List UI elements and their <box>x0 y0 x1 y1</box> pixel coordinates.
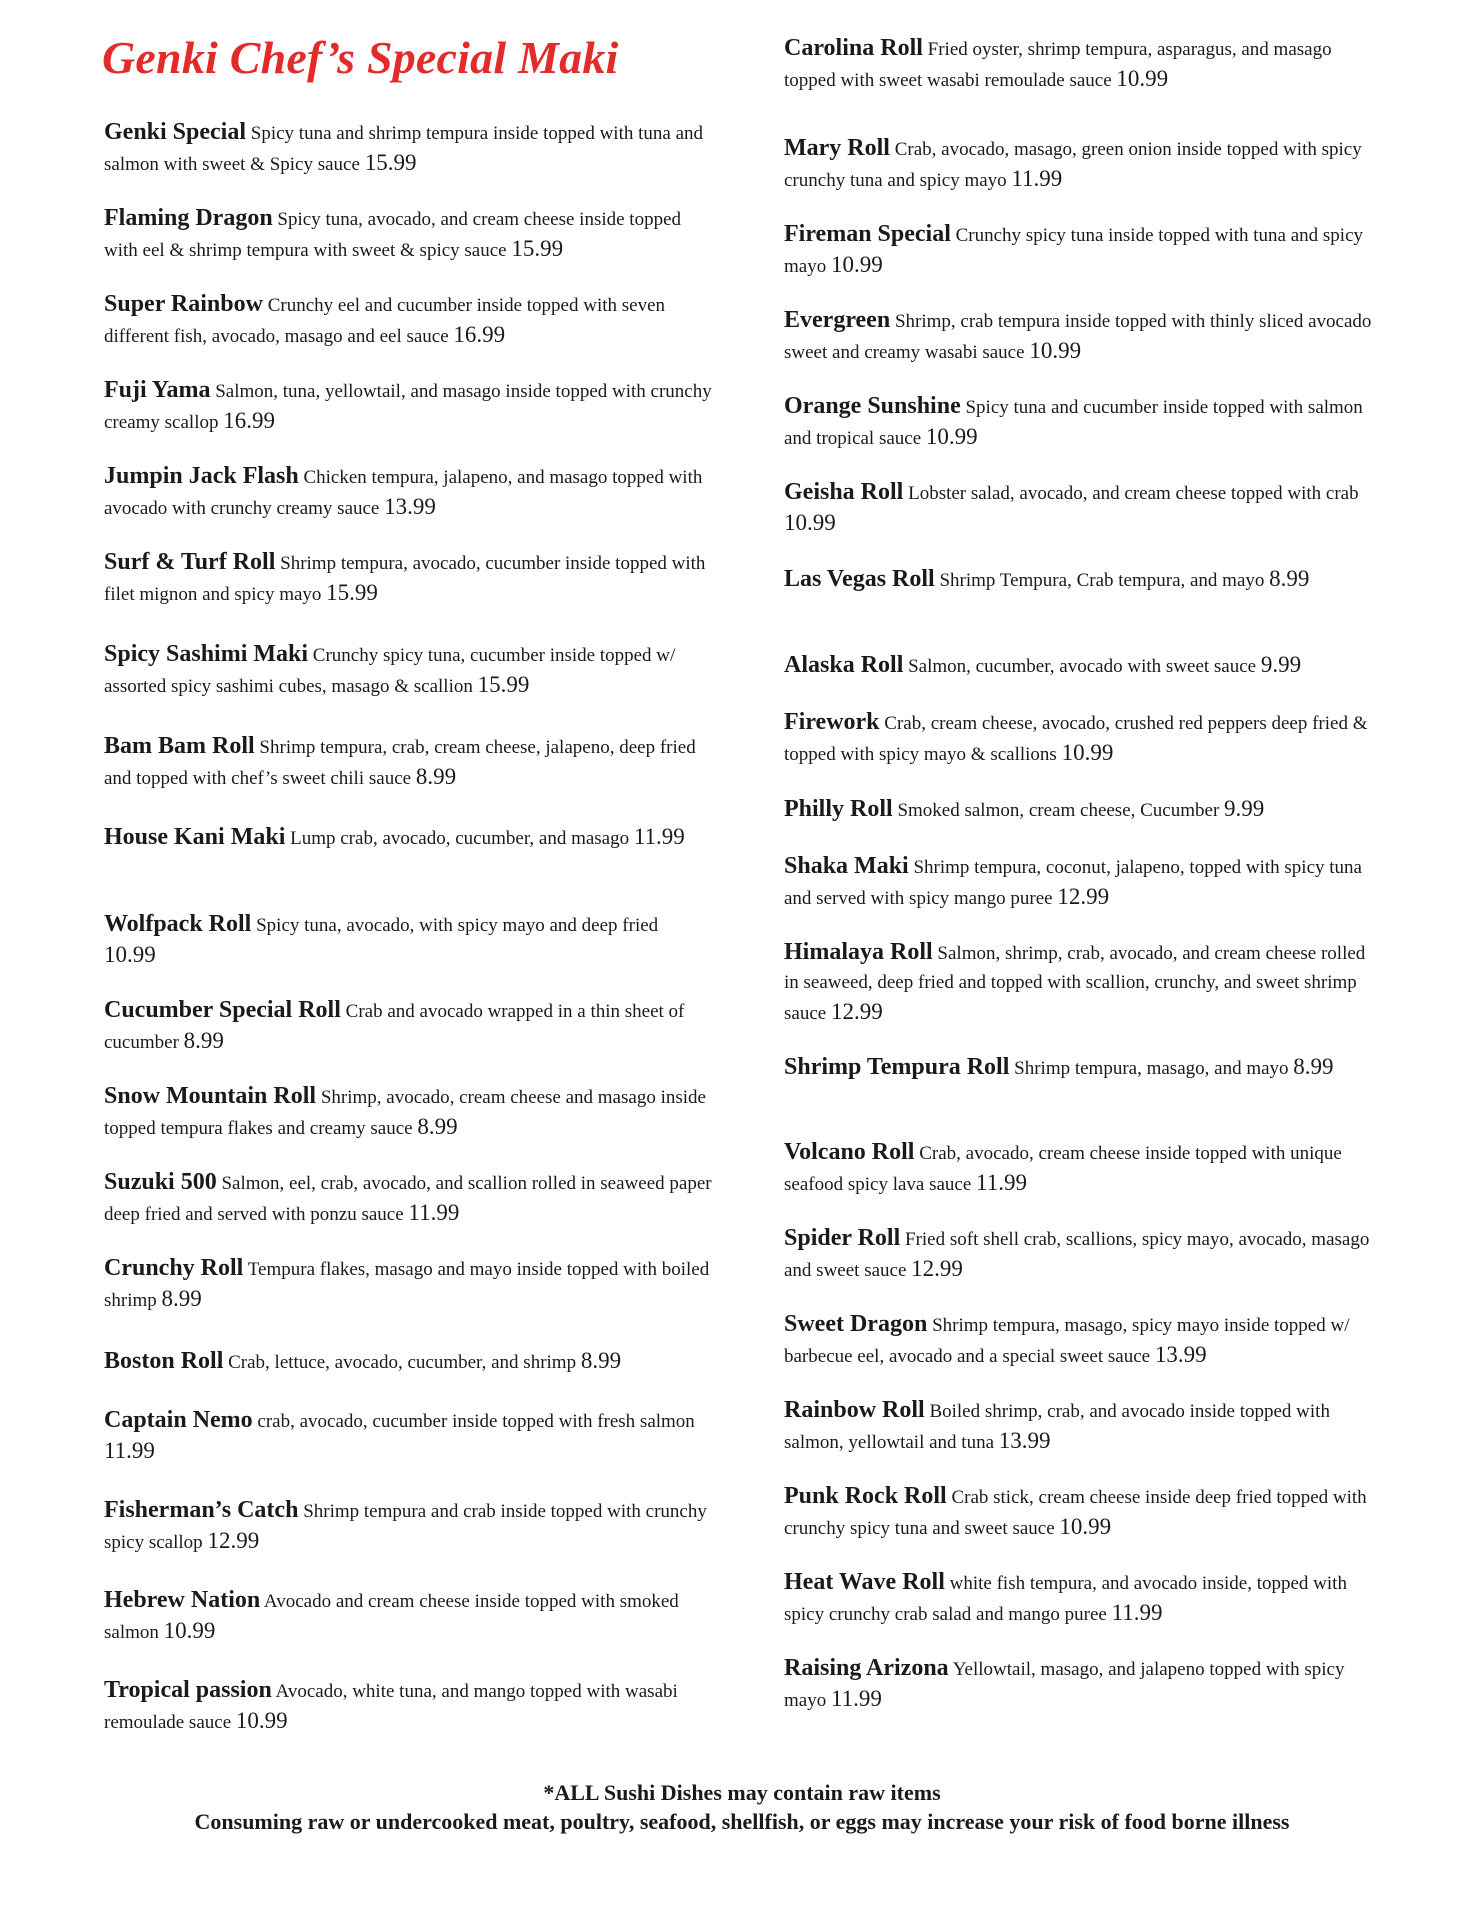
item-description: Shrimp tempura, coconut, jalapeno, topped with spicy tuna and served with spicy mango puree <box>784 857 1362 909</box>
item-name: Super Rainbow <box>104 291 263 317</box>
menu-item <box>104 118 714 179</box>
item-name: Himalaya Roll <box>784 939 933 965</box>
item-description: Tempura flakes, masago and mayo inside topped with boiled shrimp <box>104 1259 710 1311</box>
item-price: 10.99 <box>104 942 156 967</box>
item-description: Salmon, tuna, yellowtail, and masago inside topped with crunchy creamy scallop <box>104 381 712 433</box>
item-description: Avocado and cream cheese inside topped with smoked salmon <box>104 1591 679 1643</box>
menu-item <box>104 1406 714 1467</box>
item-price: 8.99 <box>183 1028 224 1053</box>
menu-item <box>104 462 714 523</box>
item-price: 8.99 <box>161 1286 202 1311</box>
item-price: 8.99 <box>580 1348 622 1373</box>
item-name: Bam Bam Roll <box>104 733 255 759</box>
item-price: 16.99 <box>453 322 506 347</box>
item-price: 12.99 <box>830 999 883 1024</box>
item-price: 10.99 <box>784 510 836 535</box>
menu-item <box>104 640 714 701</box>
item-price: 13.99 <box>998 1428 1051 1453</box>
menu-item <box>104 822 714 853</box>
menu-item <box>104 204 714 265</box>
menu-item <box>784 134 1384 195</box>
menu-item <box>784 1568 1384 1629</box>
item-price: 15.99 <box>477 672 530 697</box>
item-price: 11.99 <box>1011 166 1063 191</box>
menu-item <box>104 290 714 351</box>
item-price: 10.99 <box>1061 740 1114 765</box>
item-name: Jumpin Jack Flash <box>104 463 299 489</box>
item-name: Shrimp Tempura Roll <box>784 1054 1010 1080</box>
menu-item <box>104 1082 714 1143</box>
item-name: Evergreen <box>784 307 891 333</box>
menu-item <box>104 1346 714 1377</box>
item-name: Tropical passion <box>104 1677 272 1703</box>
menu-item <box>784 220 1384 281</box>
item-name: Snow Mountain Roll <box>104 1083 317 1109</box>
item-name: Orange Sunshine <box>784 393 961 419</box>
item-description: Shrimp, avocado, cream cheese and masago inside topped tempura flakes and creamy sauce <box>104 1087 706 1139</box>
menu-item <box>784 708 1384 769</box>
menu-item <box>784 34 1384 95</box>
menu-item <box>104 910 714 971</box>
item-description: Shrimp tempura and crab inside topped with crunchy spicy scallop <box>104 1501 707 1553</box>
item-price: 8.99 <box>415 764 457 789</box>
item-price: 11.99 <box>104 1438 155 1463</box>
menu-item <box>784 852 1384 913</box>
item-description: Crab and avocado wrapped in a thin sheet of cucumber <box>104 1001 685 1053</box>
menu-item <box>784 938 1384 1028</box>
item-description: Lobster salad, avocado, and cream cheese topped with crab <box>908 483 1359 504</box>
item-description: Shrimp tempura, masago, spicy mayo inside topped w/ barbecue eel, avocado and a special sweet sauce <box>784 1315 1350 1367</box>
menu-item <box>104 1168 714 1229</box>
item-name: Punk Rock Roll <box>784 1483 947 1509</box>
menu-item <box>104 732 714 793</box>
item-price: 10.99 <box>1059 1514 1112 1539</box>
item-description: Chicken tempura, jalapeno, and masago topped with avocado with crunchy creamy sauce <box>104 467 703 519</box>
item-description: crab, avocado, cucumber inside topped with fresh salmon <box>257 1411 695 1432</box>
item-name: Fireman Special <box>784 221 951 247</box>
item-price: 11.99 <box>1111 1600 1163 1625</box>
item-name: Flaming Dragon <box>104 205 273 231</box>
item-price: 11.99 <box>830 1686 882 1711</box>
item-description: Spicy tuna and cucumber inside topped with salmon and tropical sauce <box>784 397 1363 449</box>
menu-item <box>784 1224 1384 1285</box>
menu-title: Genki Chef’s Special Maki <box>102 32 619 83</box>
item-description: Salmon, cucumber, avocado with sweet sauce <box>908 656 1257 677</box>
item-description: Shrimp tempura, avocado, cucumber inside topped with filet mignon and spicy mayo <box>104 553 706 605</box>
disclaimer-line-raw-items: *ALL Sushi Dishes may contain raw items <box>543 1780 941 1805</box>
item-name: Crunchy Roll <box>104 1255 244 1281</box>
item-name: Wolfpack Roll <box>104 911 252 937</box>
menu-item <box>784 1138 1384 1199</box>
item-price: 8.99 <box>1269 566 1310 591</box>
item-name: House Kani Maki <box>104 824 286 850</box>
item-description: Fried oyster, shrimp tempura, asparagus, and masago topped with sweet wasabi remoulade sauce <box>784 39 1332 91</box>
item-name: Shaka Maki <box>784 853 909 879</box>
item-description: Boiled shrimp, crab, and avocado inside topped with salmon, yellowtail and tuna <box>784 1401 1330 1453</box>
menu-item <box>104 376 714 437</box>
item-description: Salmon, eel, crab, avocado, and scallion rolled in seaweed paper deep fried and served with ponzu sauce <box>104 1173 712 1225</box>
item-name: Hebrew Nation <box>104 1587 261 1613</box>
item-description: Crab, cream cheese, avocado, crushed red peppers deep fried & topped with spicy mayo & scallions <box>784 713 1368 765</box>
item-description: Crab, lettuce, avocado, cucumber, and shrimp <box>228 1352 577 1373</box>
item-description: Shrimp tempura, masago, and mayo <box>1014 1058 1289 1079</box>
item-price: 12.99 <box>911 1256 963 1281</box>
item-name: Fuji Yama <box>104 377 211 403</box>
item-name: Firework <box>784 709 880 735</box>
menu-item <box>784 1482 1384 1543</box>
menu-item <box>784 564 1384 595</box>
item-description: Crunchy spicy tuna inside topped with tuna and spicy mayo <box>784 225 1364 277</box>
item-price: 11.99 <box>408 1200 460 1225</box>
item-price: 8.99 <box>1293 1054 1334 1079</box>
item-price: 15.99 <box>326 580 378 605</box>
menu-item <box>104 996 714 1057</box>
item-price: 11.99 <box>976 1170 1027 1195</box>
item-name: Cucumber Special Roll <box>104 997 341 1023</box>
item-description: white fish tempura, and avocado inside, topped with spicy crunchy crab salad and mango puree <box>784 1573 1347 1625</box>
item-name: Spider Roll <box>784 1225 901 1251</box>
menu-item <box>104 1254 714 1315</box>
menu-item <box>784 1396 1384 1457</box>
item-price: 10.99 <box>163 1618 216 1643</box>
item-name: Volcano Roll <box>784 1139 915 1165</box>
item-name: Las Vegas Roll <box>784 566 935 592</box>
menu-item <box>104 1676 714 1737</box>
item-name: Rainbow Roll <box>784 1397 925 1423</box>
item-price: 15.99 <box>364 150 417 175</box>
menu-item <box>784 1052 1384 1083</box>
item-price: 11.99 <box>633 824 685 849</box>
item-price: 13.99 <box>384 494 436 519</box>
item-description: Crab, avocado, masago, green onion inside topped with spicy crunchy tuna and spicy mayo <box>784 139 1362 191</box>
disclaimer-line-food-illness: Consuming raw or undercooked meat, poultry, seafood, shellfish, or eggs may increase your risk of food borne illness <box>194 1809 1290 1834</box>
item-price: 12.99 <box>207 1528 260 1553</box>
item-name: Mary Roll <box>784 135 890 161</box>
item-price: 13.99 <box>1154 1342 1207 1367</box>
item-name: Surf & Turf Roll <box>104 549 276 575</box>
item-description: Shrimp, crab tempura inside topped with thinly sliced avocado sweet and creamy wasabi sauce <box>784 311 1372 363</box>
item-price: 9.99 <box>1224 796 1265 821</box>
item-price: 10.99 <box>1116 66 1169 91</box>
item-description: Crab, avocado, cream cheese inside topped with unique seafood spicy lava sauce <box>784 1143 1342 1195</box>
item-name: Geisha Roll <box>784 479 904 505</box>
item-name: Alaska Roll <box>784 652 904 678</box>
item-name: Boston Roll <box>104 1348 224 1374</box>
item-description: Crunchy eel and cucumber inside topped with seven different fish, avocado, masago and eel sauce <box>104 295 666 347</box>
item-description: Yellowtail, masago, and jalapeno topped with spicy mayo <box>784 1659 1345 1711</box>
item-description: Crab stick, cream cheese inside deep fried topped with crunchy spicy tuna and sweet sauce <box>784 1487 1367 1539</box>
menu-item <box>104 1586 714 1647</box>
item-price: 10.99 <box>1029 338 1082 363</box>
menu-item <box>104 1496 714 1557</box>
menu-item <box>784 306 1384 367</box>
item-name: Genki Special <box>104 119 247 145</box>
item-name: Fisherman’s Catch <box>104 1497 299 1523</box>
menu-item <box>784 650 1384 681</box>
item-name: Raising Arizona <box>784 1655 949 1681</box>
item-name: Heat Wave Roll <box>784 1569 945 1595</box>
item-price: 10.99 <box>830 252 883 277</box>
item-price: 12.99 <box>1057 884 1110 909</box>
item-description: Fried soft shell crab, scallions, spicy mayo, avocado, masago and sweet sauce <box>784 1229 1370 1281</box>
menu-item <box>784 1310 1384 1371</box>
item-name: Spicy Sashimi Maki <box>104 641 309 667</box>
item-price: 10.99 <box>235 1708 288 1733</box>
item-description: Spicy tuna, avocado, and cream cheese inside topped with eel & shrimp tempura with sweet & spicy sauce <box>104 209 682 261</box>
item-name: Carolina Roll <box>784 35 923 61</box>
item-price: 8.99 <box>417 1114 458 1139</box>
menu-item <box>104 548 714 609</box>
raw-food-disclaimer <box>0 1778 1484 1836</box>
item-description: Avocado, white tuna, and mango topped with wasabi remoulade sauce <box>104 1681 678 1733</box>
item-price: 10.99 <box>925 424 978 449</box>
item-name: Sweet Dragon <box>784 1311 928 1337</box>
menu-item <box>784 794 1384 825</box>
item-description: Shrimp tempura, crab, cream cheese, jalapeno, deep fried and topped with chef’s sweet chili sauce <box>104 737 696 789</box>
item-name: Suzuki 500 <box>104 1169 217 1195</box>
item-description: Smoked salmon, cream cheese, Cucumber <box>897 800 1220 821</box>
item-description: Spicy tuna and shrimp tempura inside topped with tuna and salmon with sweet & Spicy sauce <box>104 123 704 175</box>
menu-item <box>784 392 1384 453</box>
menu-item <box>784 478 1384 539</box>
item-description: Shrimp Tempura, Crab tempura, and mayo <box>939 570 1265 591</box>
item-name: Philly Roll <box>784 796 893 822</box>
item-price: 16.99 <box>223 408 275 433</box>
item-description: Lump crab, avocado, cucumber, and masago <box>290 828 630 849</box>
item-name: Captain Nemo <box>104 1407 253 1433</box>
item-description: Salmon, shrimp, crab, avocado, and cream cheese rolled in seaweed, deep fried and topped with scallion, crunchy, and sweet shrimp sauce <box>784 943 1366 1024</box>
item-description: Spicy tuna, avocado, with spicy mayo and deep fried <box>256 915 659 936</box>
item-price: 9.99 <box>1260 652 1302 677</box>
menu-item <box>784 1654 1384 1715</box>
item-price: 15.99 <box>511 236 564 261</box>
item-description: Crunchy spicy tuna, cucumber inside topped w/ assorted spicy sashimi cubes, masago & scallion <box>104 645 676 697</box>
